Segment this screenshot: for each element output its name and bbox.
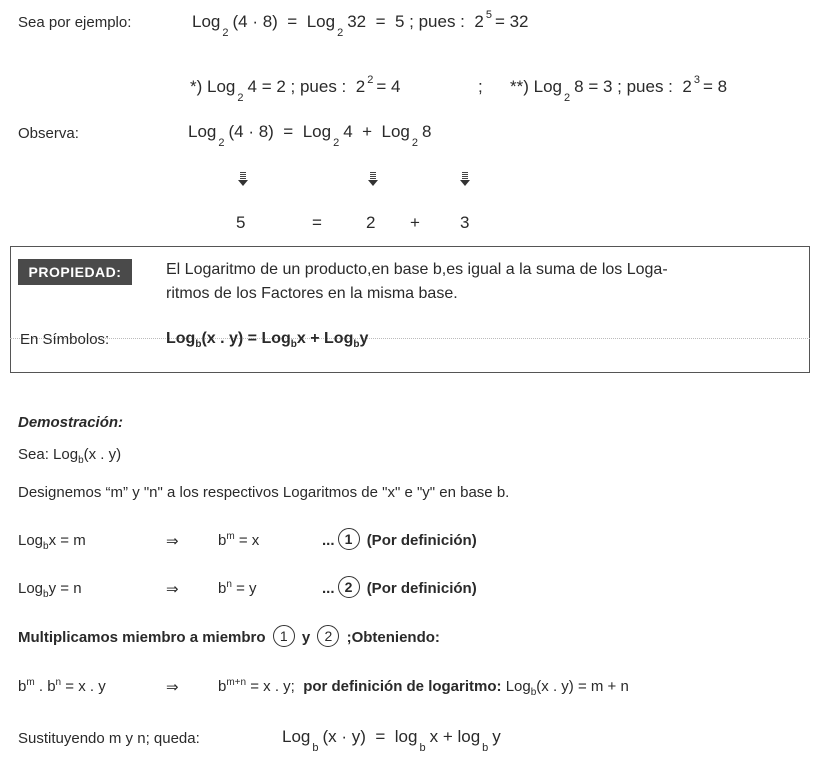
proof-row1-power: $b^m = x$ bbox=[218, 531, 260, 549]
proof-title: Demostración: bbox=[18, 414, 124, 431]
proof-designemos: Designemos “m” y "n" a los respectivos Logaritmos de "x" e "y" en base b. bbox=[18, 484, 510, 501]
down-arrow-icon bbox=[460, 172, 470, 186]
result-plus: + bbox=[410, 213, 420, 232]
proof-row2-power: $b^n = y$ bbox=[218, 579, 257, 597]
proof-row1-left: Log$_b$x = m bbox=[18, 532, 86, 552]
observe-equation: Log$_2$(4 · 8) = Log$_2$4 + Log$_2$8 bbox=[188, 122, 432, 149]
property-text-line2: ritmos de los Factores en la misma base. bbox=[166, 285, 458, 302]
note-separator: ; bbox=[478, 77, 483, 96]
observe-label: Observa: bbox=[18, 125, 79, 142]
circled-number-2: 2 bbox=[338, 576, 360, 598]
symbols-label: En Símbolos: bbox=[20, 331, 110, 348]
symbols-formula: Log$_b$(x . y) = Log$_b$x + Log$_b$y bbox=[166, 330, 369, 350]
down-arrow-icon bbox=[238, 172, 248, 186]
implies-icon: ⇒ bbox=[166, 581, 179, 598]
result-2: 2 bbox=[366, 213, 376, 232]
circled-number-2: 2 bbox=[317, 625, 339, 647]
example-label: Sea por ejemplo: bbox=[18, 14, 132, 31]
proof-product-left: $b^m$ . $b^n = x$ . y bbox=[18, 677, 106, 695]
property-text-line1: El Logaritmo de un producto,en base b,es igual a la suma de los Loga- bbox=[166, 261, 668, 278]
result-equals: = bbox=[312, 213, 322, 232]
proof-subst-label: Sustituyendo m y n; queda: bbox=[18, 730, 200, 747]
down-arrow-icon bbox=[368, 172, 378, 186]
proof-product-right: $b^{m+n} = x$ . y; por definición de logaritmo: Log$_b$(x . y) = m + n bbox=[218, 677, 629, 698]
proof-row2-left: Log$_b$y = n bbox=[18, 580, 82, 600]
circled-number-1: 1 bbox=[273, 625, 295, 647]
circled-number-1: 1 bbox=[338, 528, 360, 550]
proof-sea: Sea: Log$_b$(x . y) bbox=[18, 446, 122, 466]
result-5: 5 bbox=[236, 213, 246, 232]
implies-icon: ⇒ bbox=[166, 679, 179, 696]
property-divider bbox=[10, 338, 810, 339]
proof-row2-def: ... 2 (Por definición) bbox=[322, 578, 477, 600]
result-3: 3 bbox=[460, 213, 470, 232]
proof-row1-def: ... 1 (Por definición) bbox=[322, 530, 477, 552]
implies-icon: ⇒ bbox=[166, 533, 179, 550]
proof-final-formula: $Log_b(x \cdot y) = \log_bx + \log_by$ bbox=[282, 727, 501, 754]
property-badge: PROPIEDAD: bbox=[18, 259, 132, 285]
example-equation: Log$_2$(4 · 8) = Log$_2$32 = 5 ; pues : 2 $^5$ = 32 bbox=[192, 9, 529, 39]
note-log2-4: *) Log$_2$4 = 2 ; pues : 2 $^2$ = 4 bbox=[190, 74, 401, 104]
note-log2-8: **) Log$_2$8 = 3 ; pues : 2 $^3$ = 8 bbox=[510, 74, 728, 104]
proof-multiply: Multiplicamos miembro a miembro 1 y 2 ;Obteniendo: bbox=[18, 627, 440, 649]
